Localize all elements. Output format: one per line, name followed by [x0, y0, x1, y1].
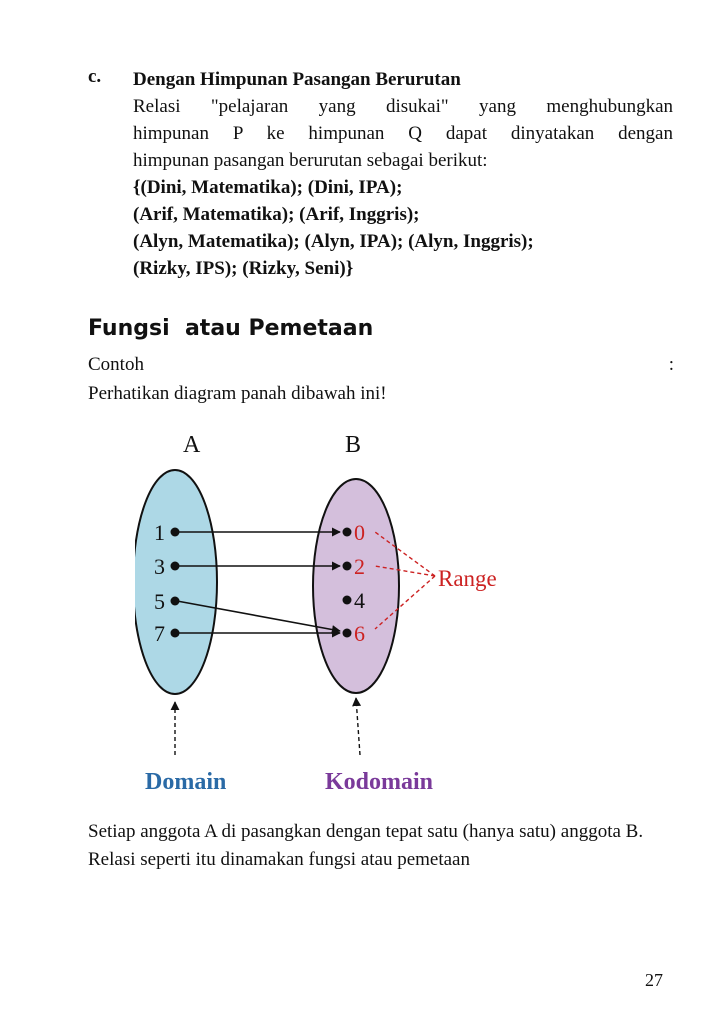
section-heading: Fungsi atau Pemetaan	[88, 316, 374, 341]
set-line-4: (Rizky, IPS); (Rizky, Seni)}	[133, 258, 354, 279]
item-title: Dengan Himpunan Pasangan Berurutan	[133, 69, 461, 90]
codomain-point-4	[343, 596, 352, 605]
set-a-label: A	[183, 432, 201, 458]
list-item-letter: c.	[88, 66, 102, 87]
codomain-label: Kodomain	[325, 769, 434, 795]
range-label: Range	[438, 566, 497, 591]
codomain-element-0: 0	[354, 520, 365, 545]
codomain-element-6: 6	[354, 621, 365, 646]
domain-element-7: 7	[154, 621, 165, 646]
codomain-point-0	[343, 528, 352, 537]
domain-point-7	[171, 629, 180, 638]
domain-ellipse	[135, 470, 217, 694]
domain-element-5: 5	[154, 589, 165, 614]
codomain-point-2	[343, 562, 352, 571]
codomain-ellipse	[313, 479, 399, 693]
example-colon: :	[668, 354, 674, 375]
set-line-1: {(Dini, Matematika); (Dini, IPA);	[133, 177, 403, 198]
set-line-2: (Arif, Matematika); (Arif, Inggris);	[133, 204, 420, 225]
domain-element-1: 1	[154, 520, 165, 545]
domain-element-3: 3	[154, 554, 165, 579]
example-label: Contoh	[88, 354, 144, 375]
codomain-point-6	[343, 629, 352, 638]
instruction-text: Perhatikan diagram panah dibawah ini!	[88, 383, 387, 404]
domain-point-5	[171, 597, 180, 606]
codomain-element-2: 2	[354, 554, 365, 579]
description-line-1: Relasi "pelajaran yang disukai" yang menghubungkan	[133, 96, 673, 117]
page-number: 27	[645, 970, 663, 990]
function-definition-paragraph: Setiap anggota A di pasangkan dengan tepat satu (hanya satu) anggota B. Relasi seperti itu dinamakan fungsi atau pemetaan	[88, 821, 644, 870]
description-line-2: himpunan P ke himpunan Q dapat dinyatakan dengan	[133, 123, 673, 144]
domain-point-1	[171, 528, 180, 537]
ordered-pair-section	[133, 66, 673, 282]
codomain-pointer	[356, 698, 360, 755]
description-line-3: himpunan pasangan berurutan sebagai berikut:	[133, 150, 488, 171]
codomain-element-4: 4	[354, 588, 365, 613]
example-row	[88, 354, 674, 376]
set-b-label: B	[345, 432, 362, 458]
set-line-3: (Alyn, Matematika); (Alyn, IPA); (Alyn, Inggris);	[133, 231, 534, 252]
domain-label: Domain	[145, 769, 227, 795]
domain-point-3	[171, 562, 180, 571]
arrow-diagram	[135, 420, 535, 805]
